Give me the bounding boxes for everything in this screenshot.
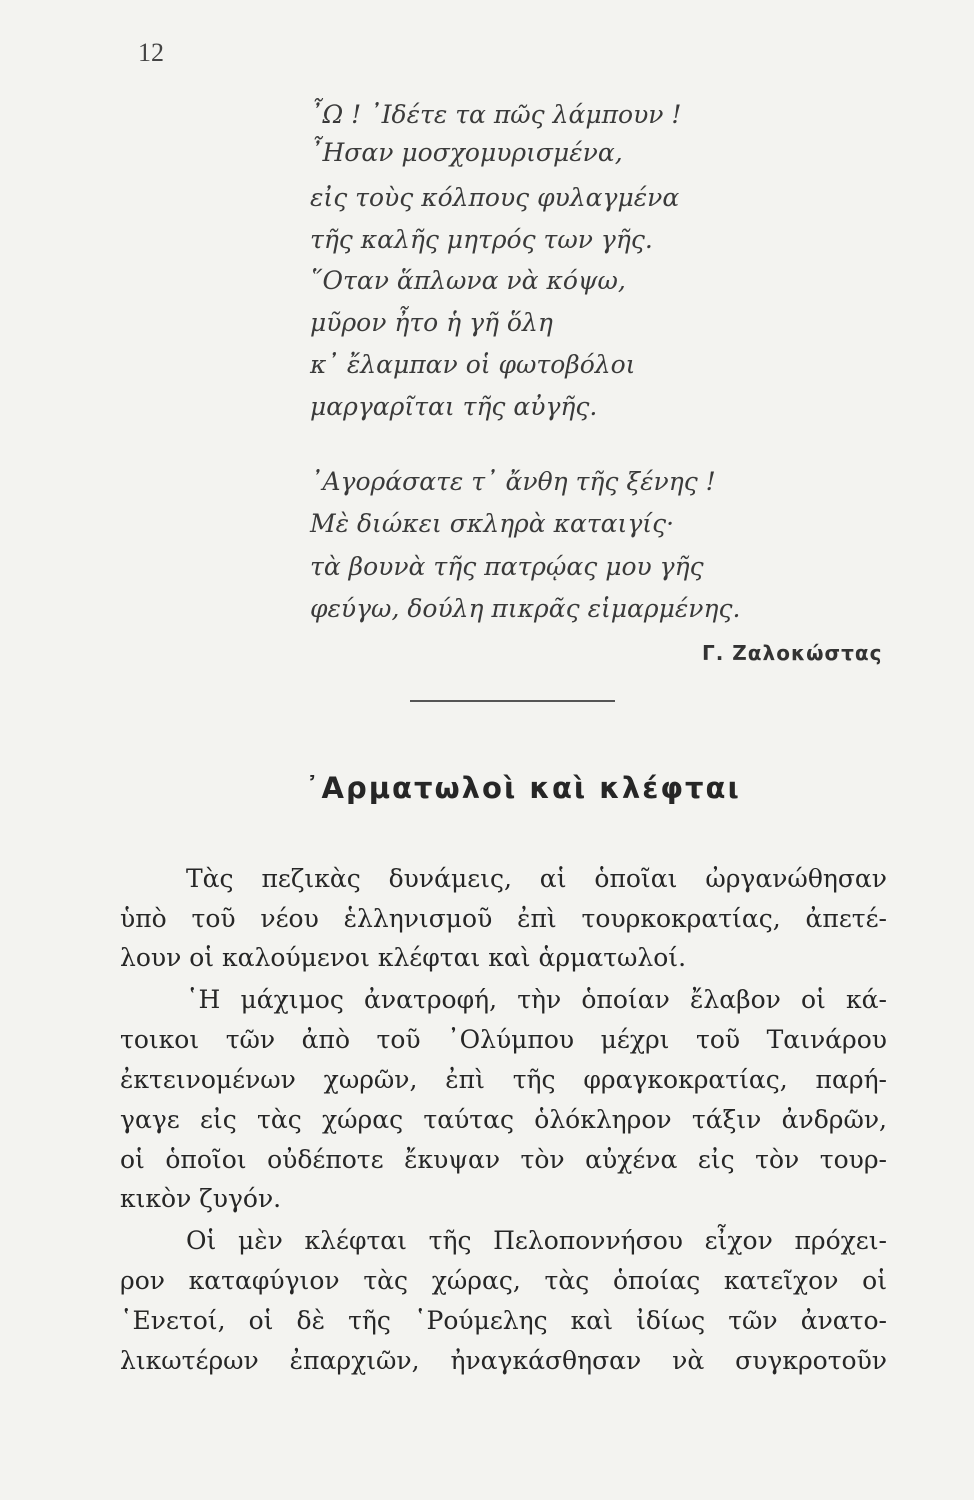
poem-line: ᾿Αγοράσατε τ᾿ ἄνθη τῆς ξένης !: [310, 467, 716, 496]
paragraph-line: ἐκτεινομένων χωρῶν, ἐπὶ τῆς φραγκοκρατίας, παρή-: [120, 1065, 887, 1094]
paragraph-line: ὑπὸ τοῦ νέου ἑλληνισμοῦ ἐπὶ τουρκοκρατίας, ἀπετέ-: [120, 904, 887, 933]
paragraph-line: Τὰς πεζικὰς δυνάμεις, αἱ ὁποῖαι ὠργανώθησαν: [186, 864, 887, 893]
paragraph-line: λικωτέρων ἐπαρχιῶν, ἠναγκάσθησαν νὰ συγκροτοῦν: [120, 1346, 887, 1375]
poem-line: μαργαρῖται τῆς αὐγῆς.: [310, 392, 598, 421]
poem-line: εἰς τοὺς κόλπους φυλαγμένα: [310, 183, 680, 212]
poem-signature: Γ. Ζαλοκώστας: [702, 641, 883, 665]
poem-line: ῞Οταν ἅπλωνα νὰ κόψω,: [310, 266, 626, 295]
poem-line: μῦρον ἦτο ἡ γῆ ὅλη: [310, 308, 553, 337]
paragraph-line: γαγε εἰς τὰς χώρας ταύτας ὁλόκληρον τάξιν ἀνδρῶν,: [120, 1105, 887, 1134]
section-title: ᾿Αρματωλοὶ καὶ κλέφται: [305, 771, 741, 805]
paragraph-line: τοικοι τῶν ἀπὸ τοῦ ᾿Ολύμπου μέχρι τοῦ Ταινάρου: [120, 1025, 887, 1054]
poem-line: τὰ βουνὰ τῆς πατρῴας μου γῆς: [310, 552, 704, 581]
page-number: 12: [138, 38, 164, 67]
poem-line: φεύγω, δούλη πικρᾶς εἱμαρμένης.: [310, 594, 741, 623]
section-divider: [410, 700, 615, 702]
poem-line: τῆς καλῆς μητρός των γῆς.: [310, 225, 653, 254]
paragraph-line: λουν οἱ καλούμενοι κλέφται καὶ ἁρματωλοί.: [120, 943, 687, 972]
paragraph-line: ῾Ενετοί, οἱ δὲ τῆς ῾Ρούμελης καὶ ἰδίως τῶν ἀνατο-: [120, 1306, 887, 1335]
paragraph-line: ρον καταφύγιον τὰς χώρας, τὰς ὁποίας κατεῖχον οἱ: [120, 1266, 887, 1295]
poem-line: Μὲ διώκει σκληρὰ καταιγίς·: [310, 509, 675, 538]
poem-line: κ᾿ ἔλαμπαν οἱ φωτοβόλοι: [310, 350, 636, 379]
paragraph-line: ῾Η μάχιμος ἀνατροφή, τὴν ὁποίαν ἔλαβον οἱ κά-: [186, 985, 887, 1014]
poem-line: ῏Ησαν μοσχομυρισμένα,: [310, 138, 623, 167]
paragraph-line: κικὸν ζυγόν.: [120, 1184, 282, 1213]
paragraph-line: Οἱ μὲν κλέφται τῆς Πελοποννήσου εἶχον πρόχει-: [186, 1226, 887, 1255]
poem-line: ῏Ω ! ᾿Ιδέτε τα πῶς λάμπουν !: [310, 100, 682, 129]
paragraph-line: οἱ ὁποῖοι οὐδέποτε ἔκυψαν τὸν αὐχένα εἰς τὸν τουρ-: [120, 1145, 887, 1174]
